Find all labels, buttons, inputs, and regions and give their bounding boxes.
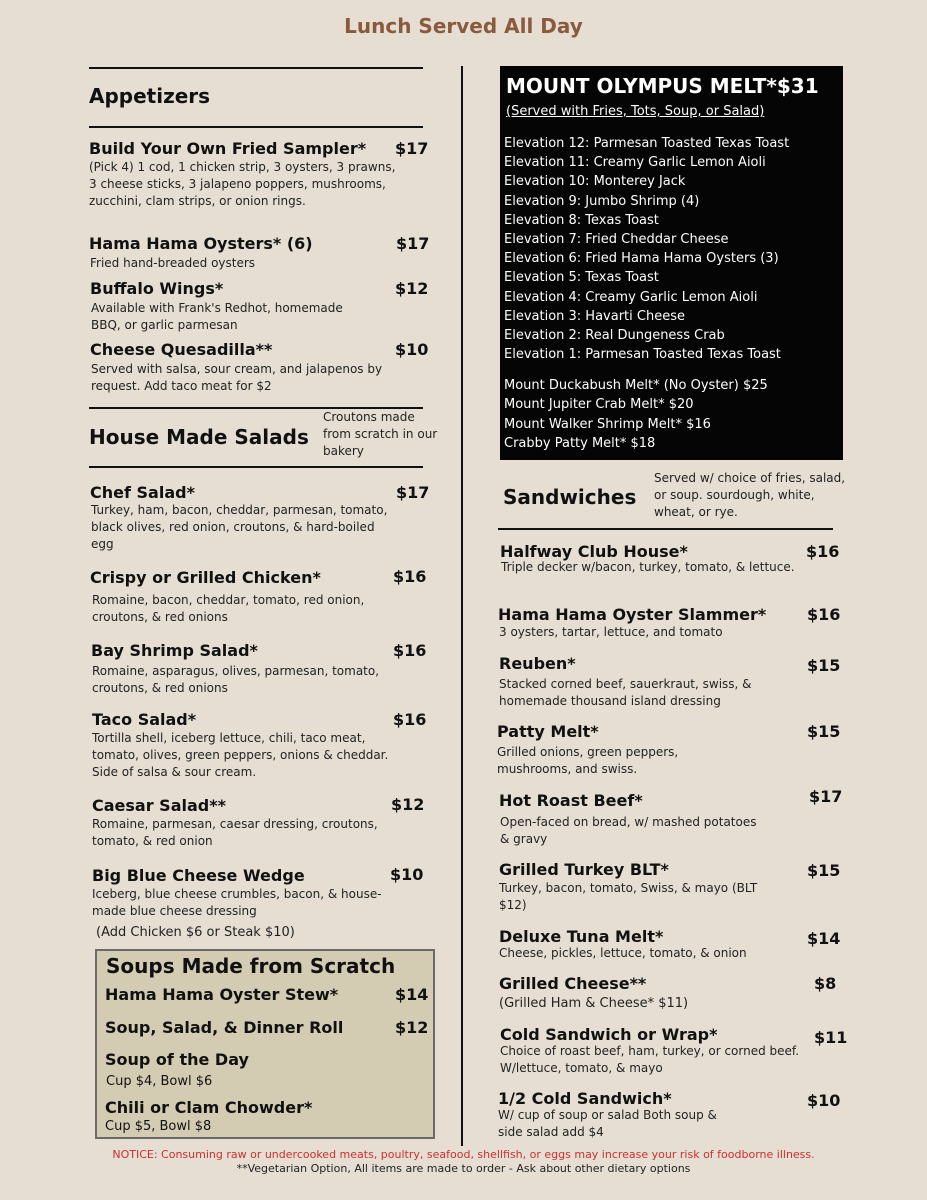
menu-item-desc: 3 oysters, tartar, lettuce, and tomato — [499, 625, 723, 639]
soups-title: Soups Made from Scratch — [106, 954, 396, 978]
elevation-line: Elevation 11: Creamy Garlic Lemon Aioli — [504, 155, 766, 171]
salads-bottom-rule — [89, 466, 423, 468]
mount-olympus-box — [500, 66, 843, 460]
menu-item-desc: Triple decker w/bacon, turkey, tomato, & lettuce. — [501, 560, 795, 574]
menu-item-price: $15 — [807, 861, 841, 880]
appetizers-title: Appetizers — [89, 84, 211, 108]
menu-item-desc: Tortilla shell, iceberg lettuce, chili, taco meat, tomato, olives, green peppers, onions & cheddar. Side of salsa & sour cream. — [92, 731, 389, 779]
menu-item-price: $10 — [807, 1091, 841, 1110]
elevation-line: Elevation 7: Fried Cheddar Cheese — [504, 232, 729, 248]
menu-item-desc: Grilled onions, green peppers, mushrooms, and swiss. — [497, 745, 679, 776]
salads-note: Croutons made from scratch in our bakery — [323, 410, 438, 458]
menu-item-name: 1/2 Cold Sandwich* — [498, 1089, 672, 1108]
olympus-melt-list — [504, 376, 768, 453]
menu-item-name: Hot Roast Beef* — [499, 791, 643, 810]
soup-item-desc: Cup $5, Bowl $8 — [105, 1119, 212, 1134]
melt-line: Mount Walker Shrimp Melt* $16 — [504, 416, 711, 432]
soups-box — [95, 949, 435, 1139]
menu-item-desc: Iceberg, blue cheese crumbles, bacon, & house-made blue cheese dressing — [92, 887, 382, 918]
menu-item-desc: Open-faced on bread, w/ mashed potatoes & gravy — [500, 815, 757, 846]
salads-title: House Made Salads — [89, 425, 309, 449]
menu-item-desc: W/ cup of soup or salad Both soup & side salad add $4 — [498, 1108, 717, 1139]
menu-item-price: $11 — [814, 1028, 848, 1047]
menu-item-price: $16 — [806, 542, 840, 561]
menu-item-price: $12 — [391, 795, 425, 814]
menu-item-price: $10 — [390, 865, 424, 884]
elevation-line: Elevation 12: Parmesan Toasted Texas Toast — [504, 136, 790, 151]
melt-line: Mount Duckabush Melt* (No Oyster) $25 — [504, 378, 768, 393]
soup-item-desc: Cup $4, Bowl $6 — [106, 1074, 213, 1089]
menu-item-desc: Available with Frank's Redhot, homemade BBQ, or garlic parmesan — [91, 301, 343, 332]
soup-item-name: Hama Hama Oyster Stew* — [105, 985, 339, 1004]
elevation-line: Elevation 1: Parmesan Toasted Texas Toast — [504, 347, 781, 363]
menu-item-name: Cheese Quesadilla** — [90, 340, 273, 359]
foodborne-notice: NOTICE: Consuming raw or undercooked meats, poultry, seafood, shellfish, or eggs may increase your risk of foodborne illness. — [112, 1148, 815, 1161]
elevation-line: Elevation 5: Texas Toast — [504, 270, 659, 286]
menu-item-name: Build Your Own Fried Sampler* — [89, 139, 367, 158]
menu-item-desc: Choice of roast beef, ham, turkey, or corned beef. W/lettuce, tomato, & mayo — [500, 1044, 800, 1075]
elevation-line: Elevation 4: Creamy Garlic Lemon Aioli — [504, 289, 758, 305]
menu-item-price: $8 — [814, 974, 837, 993]
menu-item-name: Grilled Turkey BLT* — [499, 860, 669, 879]
menu-item-desc: (Pick 4) 1 cod, 1 chicken strip, 3 oysters, 3 prawns, 3 cheese sticks, 3 jalapeno poppers, mushrooms, zucchini, clam strips, or onion rings. — [89, 160, 396, 208]
menu-item-name: Taco Salad* — [92, 710, 197, 729]
menu-item-name: Halfway Club House* — [500, 542, 688, 561]
menu-item-name: Deluxe Tuna Melt* — [499, 927, 664, 946]
menu-item-price: $16 — [393, 567, 427, 586]
menu-item-name: Hama Hama Oyster Slammer* — [498, 605, 767, 624]
elevation-line: Elevation 9: Jumbo Shrimp (4) — [504, 193, 700, 209]
menu-item-price: $16 — [807, 605, 841, 624]
melt-line: Mount Jupiter Crab Melt* $20 — [504, 397, 694, 413]
menu-item-desc: Romaine, asparagus, olives, parmesan, tomato, croutons, & red onions — [92, 664, 380, 695]
olympus-title: MOUNT OLYMPUS MELT*$31 — [506, 74, 819, 98]
salads-addon: (Add Chicken $6 or Steak $10) — [96, 925, 295, 940]
menu-item-desc: Turkey, bacon, tomato, Swiss, & mayo (BLT $12) — [499, 881, 758, 912]
menu-item-price: $16 — [393, 710, 427, 729]
menu-item-price: $15 — [807, 722, 841, 741]
menu-item-name: Reuben* — [499, 654, 576, 673]
menu-item-price: $17 — [396, 483, 430, 502]
page-banner: Lunch Served All Day — [344, 14, 583, 38]
soup-item-name: Chili or Clam Chowder* — [105, 1098, 313, 1117]
menu-item-desc: Served with salsa, sour cream, and jalapenos by request. Add taco meat for $2 — [91, 362, 383, 393]
elevation-line: Elevation 10: Monterey Jack — [504, 174, 686, 190]
menu-item-price: $17 — [396, 234, 430, 253]
menu-item-desc: Turkey, ham, bacon, cheddar, parmesan, tomato, black olives, red onion, croutons, & hard-boiled egg — [91, 503, 388, 551]
menu-item-name: Bay Shrimp Salad* — [91, 641, 258, 660]
menu-item-price: $10 — [395, 340, 429, 359]
menu-item-price: $14 — [807, 929, 841, 948]
sandwiches-note: Served w/ choice of fries, salad, or soup. sourdough, white, wheat, or rye. — [654, 471, 846, 519]
olympus-subtitle: (Served with Fries, Tots, Soup, or Salad) — [506, 104, 765, 119]
menu-item-name: Buffalo Wings* — [90, 279, 224, 298]
menu-item-desc: Stacked corned beef, sauerkraut, swiss, & homemade thousand island dressing — [499, 677, 752, 708]
column-divider — [461, 66, 463, 1146]
menu-item-name: Cold Sandwich or Wrap* — [500, 1025, 718, 1044]
menu-item-desc: (Grilled Ham & Cheese* $11) — [499, 996, 689, 1011]
soup-item-name: Soup of the Day — [105, 1050, 249, 1069]
menu-item-desc: Fried hand-breaded oysters — [90, 256, 256, 270]
menu-item-price: $17 — [809, 787, 843, 806]
sandwiches-title: Sandwiches — [503, 485, 637, 509]
menu-item-price: $15 — [807, 656, 841, 675]
menu-item-name: Grilled Cheese** — [499, 974, 647, 993]
soup-item-price: $14 — [395, 985, 429, 1004]
soup-item-name: Soup, Salad, & Dinner Roll — [105, 1018, 344, 1037]
elevation-line: Elevation 8: Texas Toast — [504, 212, 659, 228]
sandwiches-rule — [498, 528, 833, 530]
dietary-footnote: **Vegetarian Option, All items are made to order - Ask about other dietary options — [236, 1162, 691, 1175]
menu-item-name: Big Blue Cheese Wedge — [92, 866, 305, 885]
menu-item-name: Caesar Salad** — [92, 796, 226, 815]
menu-item-price: $16 — [393, 641, 427, 660]
appetizers-bottom-rule — [89, 126, 423, 128]
elevation-line: Elevation 3: Havarti Cheese — [504, 308, 685, 324]
soup-item-price: $12 — [395, 1018, 429, 1037]
olympus-elevation-list — [504, 134, 789, 364]
melt-line: Crabby Patty Melt* $18 — [504, 435, 656, 451]
menu-item-name: Chef Salad* — [90, 483, 195, 502]
menu-item-desc: Romaine, parmesan, caesar dressing, croutons, tomato, & red onion — [92, 817, 378, 848]
elevation-line: Elevation 2: Real Dungeness Crab — [504, 328, 725, 344]
menu-item-desc: Cheese, pickles, lettuce, tomato, & onion — [499, 946, 747, 960]
menu-item-price: $17 — [395, 139, 429, 158]
appetizers-top-rule — [89, 67, 423, 69]
menu-item-name: Hama Hama Oysters* (6) — [89, 234, 313, 253]
menu-item-desc: Romaine, bacon, cheddar, tomato, red onion, croutons, & red onions — [92, 593, 365, 624]
elevation-line: Elevation 6: Fried Hama Hama Oysters (3) — [504, 251, 779, 267]
menu-item-price: $12 — [395, 279, 429, 298]
menu-item-name: Patty Melt* — [497, 722, 599, 741]
menu-item-name: Crispy or Grilled Chicken* — [90, 568, 321, 587]
